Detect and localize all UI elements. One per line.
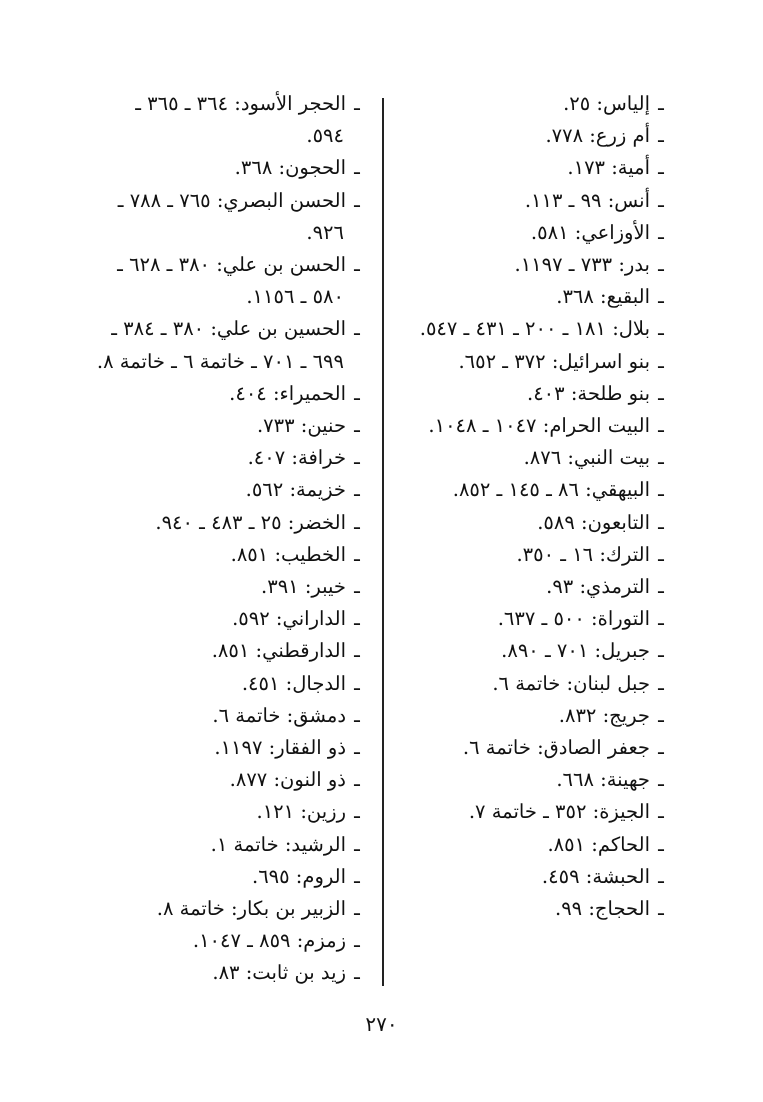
index-column-left: [82, 88, 368, 990]
index-entry: [82, 861, 368, 893]
entry-text: أنس: ٩٩ ـ ١١٣.: [524, 188, 650, 212]
index-entry: [392, 346, 672, 378]
index-entry: [82, 88, 368, 120]
entry-text: الداراني: ٥٩٢.: [232, 607, 346, 631]
entry-text: ذو النون: ٨٧٧.: [229, 768, 346, 792]
index-entry: [392, 861, 672, 893]
entry-dash: ـ: [354, 510, 360, 534]
entry-dash: ـ: [354, 414, 360, 438]
entry-dash: ـ: [658, 220, 664, 244]
entry-text: خزيمة: ٥٦٢.: [245, 478, 346, 502]
entry-dash: ـ: [354, 188, 360, 212]
entry-dash: ـ: [658, 768, 664, 792]
entry-text: ٥٩٤.: [306, 124, 344, 148]
entry-dash: ـ: [354, 92, 360, 115]
entry-text: زيد بن ثابت: ٨٣.: [212, 961, 346, 985]
index-entry: [82, 152, 368, 184]
entry-dash: ـ: [354, 478, 360, 502]
index-entry: [392, 668, 672, 700]
entry-dash: ـ: [658, 607, 664, 631]
index-entry: [392, 217, 672, 249]
entry-text: الحسين بن علي: ٣٨٠ ـ ٣٨٤ ـ: [111, 317, 346, 341]
entry-text: ٦٩٩ ـ ٧٠١ ـ خاتمة ٦ ـ خاتمة ٨.: [96, 349, 344, 373]
entry-text: الترمذي: ٩٣.: [546, 575, 650, 599]
index-entry: [392, 152, 672, 184]
index-entry: [82, 442, 368, 474]
entry-text: البيت الحرام: ١٠٤٧ ـ ١٠٤٨.: [428, 414, 650, 438]
entry-dash: ـ: [354, 736, 360, 760]
index-entry: [392, 249, 672, 281]
entry-text: رزين: ١٢١.: [256, 800, 346, 824]
index-entry: [82, 249, 368, 281]
entry-dash: ـ: [658, 703, 664, 727]
entry-dash: ـ: [658, 832, 664, 856]
entry-dash: ـ: [658, 253, 664, 277]
entry-text: التابعون: ٥٨٩.: [537, 510, 650, 534]
entry-text: ٩٢٦.: [306, 220, 344, 244]
index-entry: [82, 313, 368, 345]
index-entry: [392, 893, 672, 925]
entry-dash: ـ: [658, 317, 664, 341]
index-entry: [82, 217, 368, 249]
entry-dash: ـ: [354, 381, 360, 405]
index-entry: [392, 635, 672, 667]
entry-dash: ـ: [658, 414, 664, 438]
entry-text: جهينة: ٦٦٨.: [556, 768, 650, 792]
index-entry: [82, 603, 368, 635]
index-entry: [82, 732, 368, 764]
entry-text: الحجر الأسود: ٣٦٤ ـ ٣٦٥ ـ: [135, 92, 346, 115]
entry-dash: ـ: [354, 317, 360, 341]
index-entry: [82, 474, 368, 506]
index-entry: [82, 281, 368, 313]
index-entry: [392, 410, 672, 442]
entry-dash: ـ: [658, 92, 664, 115]
index-entry: [82, 957, 368, 989]
index-entry: [392, 474, 672, 506]
index-entry: [392, 378, 672, 410]
entry-dash: ـ: [658, 736, 664, 760]
entry-text: إلياس: ٢٥.: [563, 92, 650, 115]
index-entry: [82, 410, 368, 442]
index-entry: [82, 829, 368, 861]
index-entry: [82, 925, 368, 957]
index-column-right: [392, 88, 672, 925]
entry-text: جبريل: ٧٠١ ـ ٨٩٠.: [501, 639, 650, 663]
index-entry: [392, 829, 672, 861]
column-divider: [382, 98, 384, 986]
index-entry: [82, 507, 368, 539]
entry-text: التوراة: ٥٠٠ ـ ٦٣٧.: [497, 607, 650, 631]
index-entry: [392, 571, 672, 603]
page-number: ٢٧٠: [365, 1012, 398, 1036]
index-entry: [82, 346, 368, 378]
entry-text: خرافة: ٤٠٧.: [247, 446, 346, 470]
entry-text: جعفر الصادق: خاتمة ٦.: [462, 736, 650, 760]
entry-text: الأوزاعي: ٥٨١.: [530, 220, 650, 244]
index-entry: [82, 893, 368, 925]
index-entry: [82, 668, 368, 700]
entry-text: الحسن البصري: ٧٦٥ ـ ٧٨٨ ـ: [117, 188, 346, 212]
entry-text: أم زرع: ٧٧٨.: [545, 124, 650, 148]
entry-dash: ـ: [354, 639, 360, 663]
entry-dash: ـ: [354, 929, 360, 953]
entry-text: أمية: ١٧٣.: [567, 156, 650, 180]
entry-dash: ـ: [658, 349, 664, 373]
entry-text: البيهقي: ٨٦ ـ ١٤٥ ـ ٨٥٢.: [452, 478, 650, 502]
entry-dash: ـ: [658, 897, 664, 921]
index-entry: [82, 120, 368, 152]
index-entry: [392, 700, 672, 732]
entry-dash: ـ: [658, 285, 664, 309]
entry-text: الدجال: ٤٥١.: [241, 671, 346, 695]
index-entry: [392, 120, 672, 152]
index-entry: [82, 378, 368, 410]
entry-text: الدارقطني: ٨٥١.: [211, 639, 346, 663]
entry-text: خيبر: ٣٩١.: [261, 575, 346, 599]
entry-dash: ـ: [658, 156, 664, 180]
index-entry: [392, 281, 672, 313]
entry-text: الحاكم: ٨٥١.: [547, 832, 650, 856]
entry-text: بلال: ١٨١ ـ ٢٠٠ ـ ٤٣١ ـ ٥٤٧.: [419, 317, 650, 341]
entry-dash: ـ: [658, 188, 664, 212]
entry-text: بيت النبي: ٨٧٦.: [523, 446, 650, 470]
entry-dash: ـ: [354, 832, 360, 856]
entry-dash: ـ: [658, 381, 664, 405]
entry-text: حنين: ٧٣٣.: [256, 414, 346, 438]
entry-text: الحبشة: ٤٥٩.: [541, 864, 650, 888]
entry-text: الرشيد: خاتمة ١.: [210, 832, 346, 856]
index-entry: [392, 539, 672, 571]
entry-dash: ـ: [658, 864, 664, 888]
entry-text: دمشق: خاتمة ٦.: [212, 703, 346, 727]
entry-dash: ـ: [354, 768, 360, 792]
entry-dash: ـ: [354, 800, 360, 824]
entry-dash: ـ: [658, 478, 664, 502]
entry-text: ذو الفقار: ١١٩٧.: [214, 736, 346, 760]
entry-text: زمزم: ٨٥٩ ـ ١٠٤٧.: [192, 929, 346, 953]
entry-dash: ـ: [658, 542, 664, 566]
index-entry: [82, 539, 368, 571]
index-entry: [392, 796, 672, 828]
entry-dash: ـ: [354, 446, 360, 470]
entry-text: الخطيب: ٨٥١.: [230, 542, 346, 566]
entry-dash: ـ: [354, 253, 360, 277]
entry-text: الخضر: ٢٥ ـ ٤٨٣ ـ ٩٤٠.: [155, 510, 346, 534]
entry-dash: ـ: [658, 446, 664, 470]
entry-dash: ـ: [658, 124, 664, 148]
entry-dash: ـ: [658, 510, 664, 534]
entry-text: الروم: ٦٩٥.: [251, 864, 346, 888]
entry-dash: ـ: [658, 671, 664, 695]
entry-dash: ـ: [354, 607, 360, 631]
entry-text: ٥٨٠ ـ ١١٥٦.: [246, 285, 344, 309]
entry-text: الحجاج: ٩٩.: [555, 897, 650, 921]
entry-text: الحجون: ٣٦٨.: [234, 156, 346, 180]
index-entry: [82, 635, 368, 667]
entry-text: بدر: ٧٣٣ ـ ١١٩٧.: [514, 253, 650, 277]
entry-dash: ـ: [354, 897, 360, 921]
entry-dash: ـ: [354, 703, 360, 727]
index-entry: [82, 764, 368, 796]
entry-text: بنو طلحة: ٤٠٣.: [527, 381, 650, 405]
index-entry: [392, 442, 672, 474]
entry-dash: ـ: [354, 575, 360, 599]
index-entry: [392, 507, 672, 539]
entry-text: الحميراء: ٤٠٤.: [229, 381, 346, 405]
index-entry: [392, 603, 672, 635]
entry-dash: ـ: [658, 639, 664, 663]
entry-dash: ـ: [354, 542, 360, 566]
entry-dash: ـ: [354, 961, 360, 985]
entry-dash: ـ: [354, 864, 360, 888]
entry-dash: ـ: [658, 800, 664, 824]
entry-text: الزبير بن بكار: خاتمة ٨.: [156, 897, 346, 921]
index-entry: [392, 313, 672, 345]
entry-text: الجيزة: ٣٥٢ ـ خاتمة ٧.: [468, 800, 650, 824]
entry-dash: ـ: [354, 671, 360, 695]
entry-dash: ـ: [354, 156, 360, 180]
entry-text: البقيع: ٣٦٨.: [556, 285, 650, 309]
entry-text: الحسن بن علي: ٣٨٠ ـ ٦٢٨ ـ: [117, 253, 346, 277]
entry-text: بنو اسرائيل: ٣٧٢ ـ ٦٥٢.: [458, 349, 650, 373]
index-entry: [392, 764, 672, 796]
entry-text: الترك: ١٦ ـ ٣٥٠.: [516, 542, 650, 566]
entry-text: جبل لبنان: خاتمة ٦.: [492, 671, 650, 695]
index-entry: [392, 88, 672, 120]
index-entry: [392, 185, 672, 217]
index-entry: [82, 700, 368, 732]
index-entry: [82, 796, 368, 828]
entry-text: جريج: ٨٣٢.: [558, 703, 650, 727]
index-entry: [82, 185, 368, 217]
entry-dash: ـ: [658, 575, 664, 599]
index-entry: [392, 732, 672, 764]
index-entry: [82, 571, 368, 603]
